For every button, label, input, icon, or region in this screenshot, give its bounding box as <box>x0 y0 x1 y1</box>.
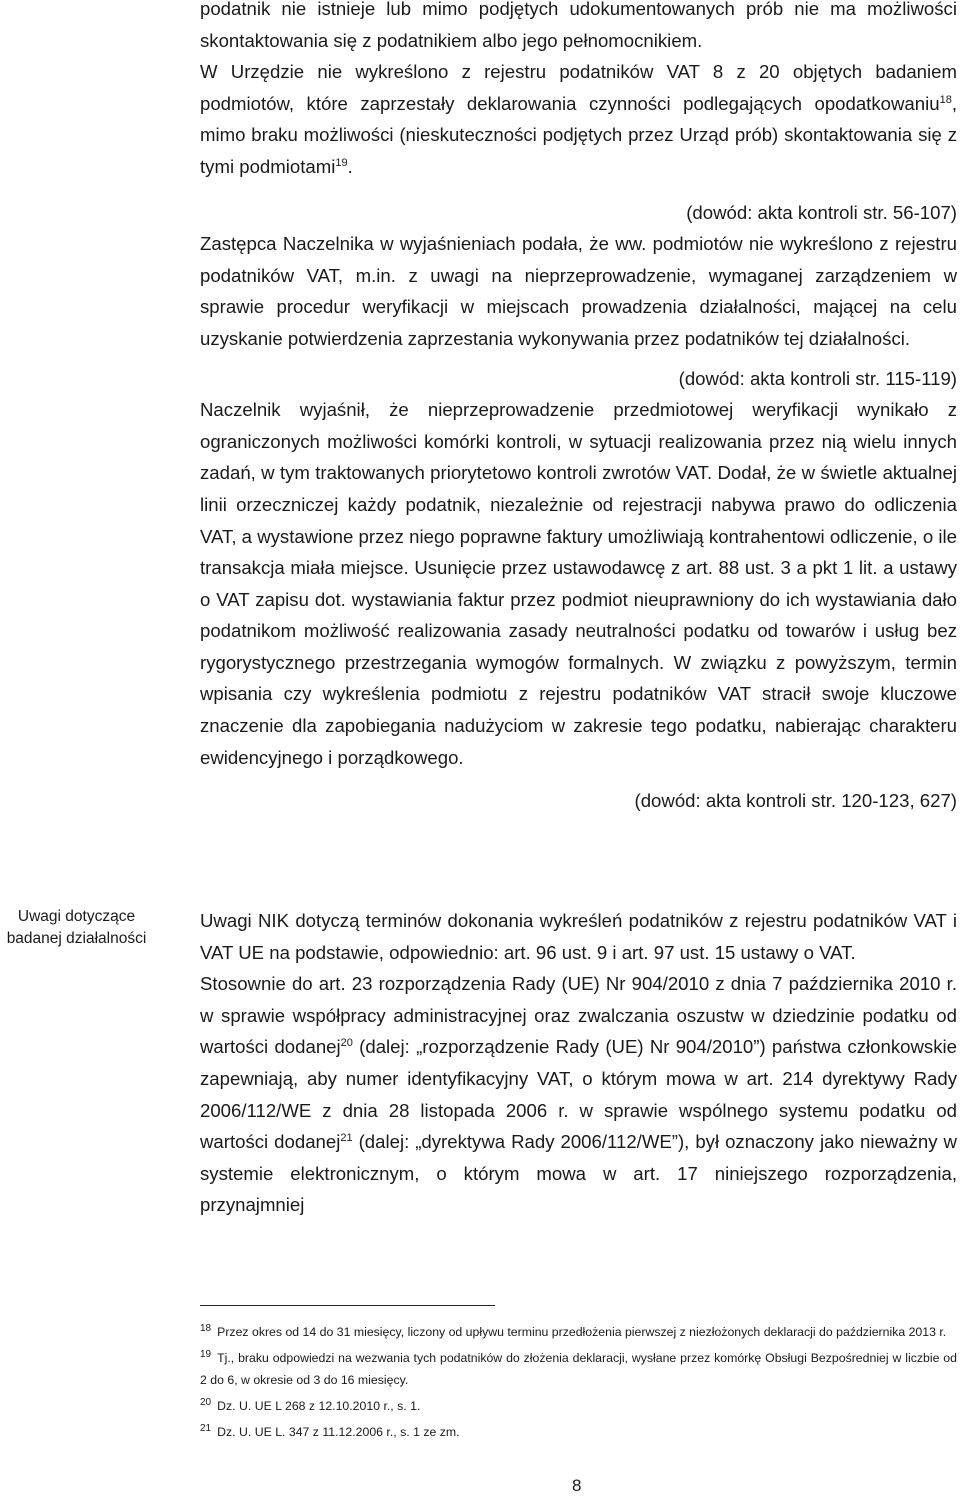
footnotes <box>200 1321 957 1447</box>
paragraph-4: Naczelnik wyjaśnił, że nieprzeprowadzenie przedmiotowej weryfikacji wynikało z ograniczonych możliwości komórki kontroli, w sytuacji realizowania przez nią wielu innych zadań, w tym traktowanych priorytetowo kontroli zwrotów VAT. Dodał, że w świetle aktualnej linii orzeczniczej każdy podatnik, niezależnie od rejestracji nabywa prawo do odliczenia VAT, a wystawione przez niego poprawne faktury umożliwiają kontrahentowi odliczenie, o ile transakcja miała miejsce. Usunięcie przez ustawodawcę z art. 88 ust. 3 a pkt 1 lit. a ustawy o VAT zapisu dot. wystawiania faktur przez podmiot nieuprawniony do ich wystawiania dało podatnikom możliwość realizowania zasady neutralności podatku od towarów i usług bez rygorystycznego przestrzegania wymogów formalnych. W związku z powyższym, termin wpisania czy wykreślenia podmiotu z rejestru podatników VAT stracił swoje kluczowe znaczenie dla zapobiegania nadużyciom w zakresie tego podatku, nabierając charakteru ewidencyjnego i porządkowego. <box>200 399 957 768</box>
paragraph-2-text-c: . <box>347 155 353 177</box>
footnote-ref-21: 21 <box>340 1131 353 1144</box>
footnote-divider <box>200 1305 495 1306</box>
footnote-text: Tj., braku odpowiedzi na wezwania tych podatników do złożenia deklaracji, wysłane przez komórkę Obsługi Bezpośredniej w liczbie od 2 do 6, w okresie od 3 do 16 miesięcy. <box>200 1351 957 1387</box>
paragraph-6 <box>200 968 957 1221</box>
evidence-note-1: (dowód: akta kontroli str. 56-107) <box>686 201 957 223</box>
footnote-number: 18 <box>200 1322 212 1334</box>
footnote-number: 19 <box>200 1348 212 1360</box>
footnote-ref-19: 19 <box>335 156 348 169</box>
paragraph-6-text-c: (dalej: „dyrektywa Rady 2006/112/WE”), był oznaczony jako nieważny w systemie elektronicznym, o którym mowa w art. 17 niniejszego rozporządzenia, przynajmniej <box>200 1131 957 1216</box>
paragraph-6-text-a: Stosownie do art. 23 rozporządzenia Rady (UE) Nr 904/2010 z dnia 7 października 2010 r. w sprawie współpracy administracyjnej oraz zwalczania oszustw w dziedzinie podatku od wartości dodanej <box>200 973 957 1058</box>
footnote-text: Dz. U. UE L. 347 z 11.12.2006 r., s. 1 ze zm. <box>217 1425 460 1439</box>
paragraph-1: podatnik nie istnieje lub mimo podjętych udokumentowanych prób nie ma możliwości skontaktowania się z podatnikiem albo jego pełnomocnikiem. <box>200 0 957 51</box>
paragraph-2 <box>200 56 957 182</box>
footnote-ref-20: 20 <box>340 1037 353 1050</box>
footnote-item <box>200 1347 957 1391</box>
evidence-note-2: (dowód: akta kontroli str. 115-119) <box>678 367 957 389</box>
footnote-text: Dz. U. UE L 268 z 12.10.2010 r., s. 1. <box>217 1399 421 1413</box>
footnote-item <box>200 1421 957 1443</box>
footnote-number: 21 <box>200 1422 212 1434</box>
page-number: 8 <box>572 1476 582 1495</box>
paragraph-2-text-a: W Urzędzie nie wykreślono z rejestru podatników VAT 8 z 20 objętych badaniem podmiotów, które zaprzestały deklarowania czynności podlegających opodatkowaniu <box>200 61 957 114</box>
paragraph-5: Uwagi NIK dotyczą terminów dokonania wykreśleń podatników z rejestru podatników VAT i VAT UE na podstawie, odpowiednio: art. 96 ust. 9 i art. 97 ust. 15 ustawy o VAT. <box>200 910 957 963</box>
evidence-note-3: (dowód: akta kontroli str. 120-123, 627) <box>634 790 957 812</box>
margin-heading: Uwagi dotyczące badanej działalności <box>6 908 147 947</box>
footnote-number: 20 <box>200 1396 212 1408</box>
paragraph-3: Zastępca Naczelnika w wyjaśnieniach podała, że ww. podmiotów nie wykreślono z rejestru podatników VAT, m.in. z uwagi na nieprzeprowadzenie, wymaganej zarządzeniem w sprawie procedur weryfikacji w miejscach prowadzenia działalności, mającej na celu uzyskanie potwierdzenia zaprzestania wykonywania przez podatników tej działalności. <box>200 233 957 349</box>
footnote-ref-18: 18 <box>939 93 952 106</box>
remarks-block <box>200 905 957 1221</box>
footnote-item <box>200 1321 957 1343</box>
paragraph-2-text-b: , mimo braku możliwości (nieskuteczności podjętych przez Urząd prób) skontaktowania się z tymi podmiotami <box>200 92 957 177</box>
top-text-block <box>200 0 957 817</box>
paragraph-6-text-b: (dalej: „rozporządzenie Rady (UE) Nr 904/2010”) państwa członkowskie zapewniają, aby numer identyfikacyjny VAT, o którym mowa w art. 214 dyrektywy Rady 2006/112/WE z dnia 28 listopada 2006 r. w sprawie wspólnego systemu podatku od wartości dodanej <box>200 1036 957 1153</box>
footnote-item <box>200 1395 957 1417</box>
footnote-text: Przez okres od 14 do 31 miesięcy, liczony od upływu terminu przedłożenia pierwszej z niezłożonych deklaracji do października 2013 r. <box>217 1325 947 1339</box>
